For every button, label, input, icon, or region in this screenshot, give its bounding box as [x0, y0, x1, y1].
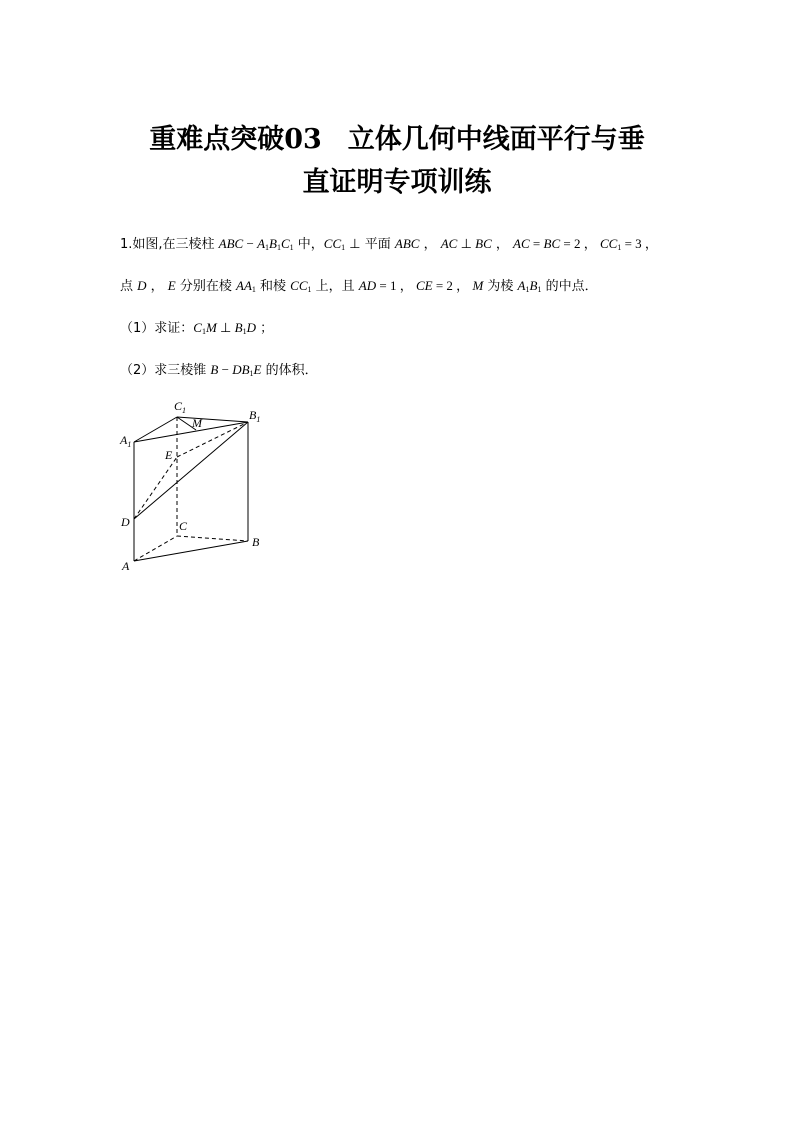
math: ABC	[394, 236, 420, 251]
title-line-2: 直证明专项训练	[302, 167, 492, 198]
text: 中，	[293, 237, 324, 252]
label-a: A	[122, 559, 130, 573]
label-m: M	[192, 416, 202, 430]
title-part-2: 立体几何中线面平行与垂	[347, 124, 645, 155]
math: ABC	[218, 236, 244, 251]
math: B	[210, 362, 219, 377]
text: = 2 ，	[432, 278, 473, 293]
edge-cb-hidden	[177, 536, 248, 541]
text: = 1 ，	[376, 278, 416, 293]
text: ；	[255, 321, 274, 336]
label-b: B	[252, 535, 260, 549]
text: ，	[491, 237, 514, 252]
text: = 2 ，	[560, 236, 600, 251]
text: 上，且	[311, 279, 359, 294]
text: ，	[146, 279, 168, 294]
question-1	[120, 320, 273, 337]
text: ⊥ 平面	[345, 237, 395, 252]
math: BC	[543, 236, 561, 251]
math: $CC_1$	[323, 236, 346, 252]
text: ，	[419, 237, 441, 252]
title-part-1: 重难点突破03	[149, 124, 322, 155]
math: D	[137, 278, 147, 293]
math: AC	[440, 236, 458, 251]
text: ⊥	[216, 320, 235, 335]
prism-diagram	[112, 393, 280, 575]
text: 点	[120, 279, 138, 294]
math: $CC_1$	[599, 236, 622, 252]
text: 的中点．	[541, 279, 598, 294]
label-b1: $B_1$	[249, 408, 261, 424]
label-c: C	[179, 519, 188, 533]
question-2	[120, 362, 318, 379]
text: 1.如图,在三棱柱	[120, 237, 219, 252]
math: $A_1B_1$	[517, 278, 542, 294]
label-d: D	[121, 515, 130, 529]
math: CE	[415, 278, 433, 293]
label-e: E	[165, 448, 173, 462]
text: −	[243, 236, 258, 251]
math: $A_1B_1C_1$	[257, 236, 294, 252]
math: AC	[513, 236, 530, 251]
text: 的体积．	[261, 363, 318, 378]
text: = 3 ，	[621, 236, 658, 251]
math: $DB_1E$	[232, 362, 262, 378]
text: ⊥	[457, 236, 476, 251]
label-c1: $C_1$	[174, 399, 187, 415]
problem-line-1	[120, 236, 658, 253]
edge-ab	[134, 541, 248, 561]
math: $C_1M$	[193, 320, 217, 336]
text: 为棱	[483, 279, 518, 294]
text: 和棱	[255, 279, 291, 294]
math: AD	[358, 278, 377, 293]
math: $CC_1$	[290, 278, 312, 294]
text: −	[218, 362, 233, 377]
edge-db1	[134, 422, 248, 519]
text: （1）求证：	[120, 321, 194, 336]
title-line-1	[0, 125, 794, 155]
prism-figure	[112, 393, 280, 575]
problem-line-2	[120, 278, 598, 295]
label-a1: $A_1$	[120, 433, 132, 449]
math: $AA_1$	[236, 278, 256, 294]
text: =	[529, 236, 544, 251]
math: E	[167, 278, 176, 293]
text: 分别在棱	[175, 279, 237, 294]
math: BC	[475, 236, 492, 251]
edge-c1b1	[177, 417, 248, 422]
math: $B_1D$	[234, 320, 256, 336]
math: M	[472, 278, 484, 293]
text: （2）求三棱锥	[120, 363, 211, 378]
